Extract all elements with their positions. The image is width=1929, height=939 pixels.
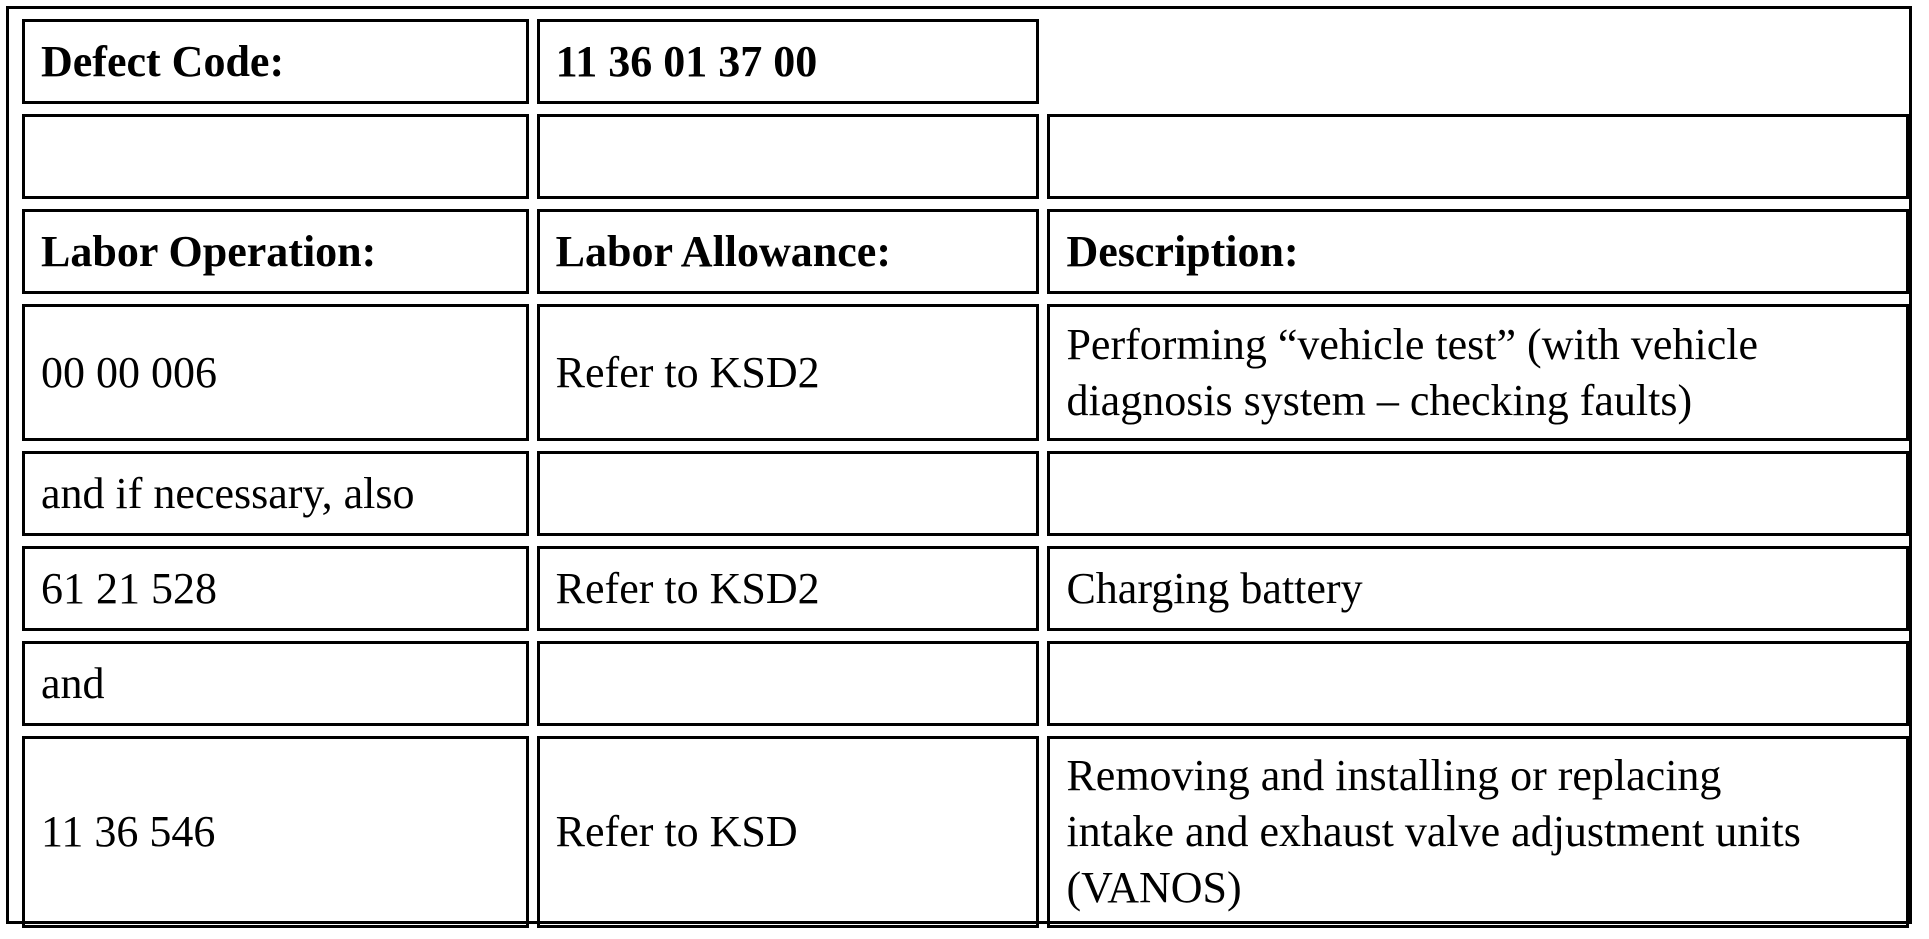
description-line: diagnosis system – checking faults) [1066,375,1693,425]
header-labor-operation: Labor Operation: [22,209,529,294]
table-row [22,546,1909,631]
defect-code-label: Defect Code: [22,19,529,104]
table-row [22,736,1909,928]
description-cell: Charging battery [1047,546,1909,631]
defect-code-value: 11 36 01 37 00 [537,19,1040,104]
empty-cell [22,114,529,199]
header-labor-allowance: Labor Allowance: [537,209,1040,294]
labor-table-frame [6,6,1912,924]
labor-allowance-cell: Refer to KSD [537,736,1040,928]
defect-code-row [22,19,1909,104]
empty-cell [537,114,1040,199]
description-line: (VANOS) [1066,863,1242,912]
labor-operation-cell: and if necessary, also [22,451,529,536]
description-line: Removing and installing or replacing [1066,751,1722,800]
table-row [22,451,1909,536]
labor-operation-cell: 61 21 528 [22,546,529,631]
labor-operation-cell: 11 36 546 [22,736,529,928]
table-row [22,304,1909,441]
empty-cell [1047,114,1909,199]
labor-table [14,9,1917,938]
description-cell [1047,641,1909,726]
labor-operation-cell: 00 00 006 [22,304,529,441]
description-line: intake and exhaust valve adjustment units [1066,807,1801,856]
column-header-row [22,209,1909,294]
description-cell [1047,451,1909,536]
labor-allowance-cell [537,641,1040,726]
description-cell [1047,736,1909,928]
defect-code-spacer [1047,19,1909,104]
empty-row [22,114,1909,199]
labor-allowance-cell [537,451,1040,536]
description-cell [1047,304,1909,441]
description-line: Performing “vehicle test” (with vehicle [1066,319,1758,369]
labor-allowance-cell: Refer to KSD2 [537,546,1040,631]
table-row [22,641,1909,726]
labor-allowance-cell: Refer to KSD2 [537,304,1040,441]
header-description: Description: [1047,209,1909,294]
labor-operation-cell: and [22,641,529,726]
